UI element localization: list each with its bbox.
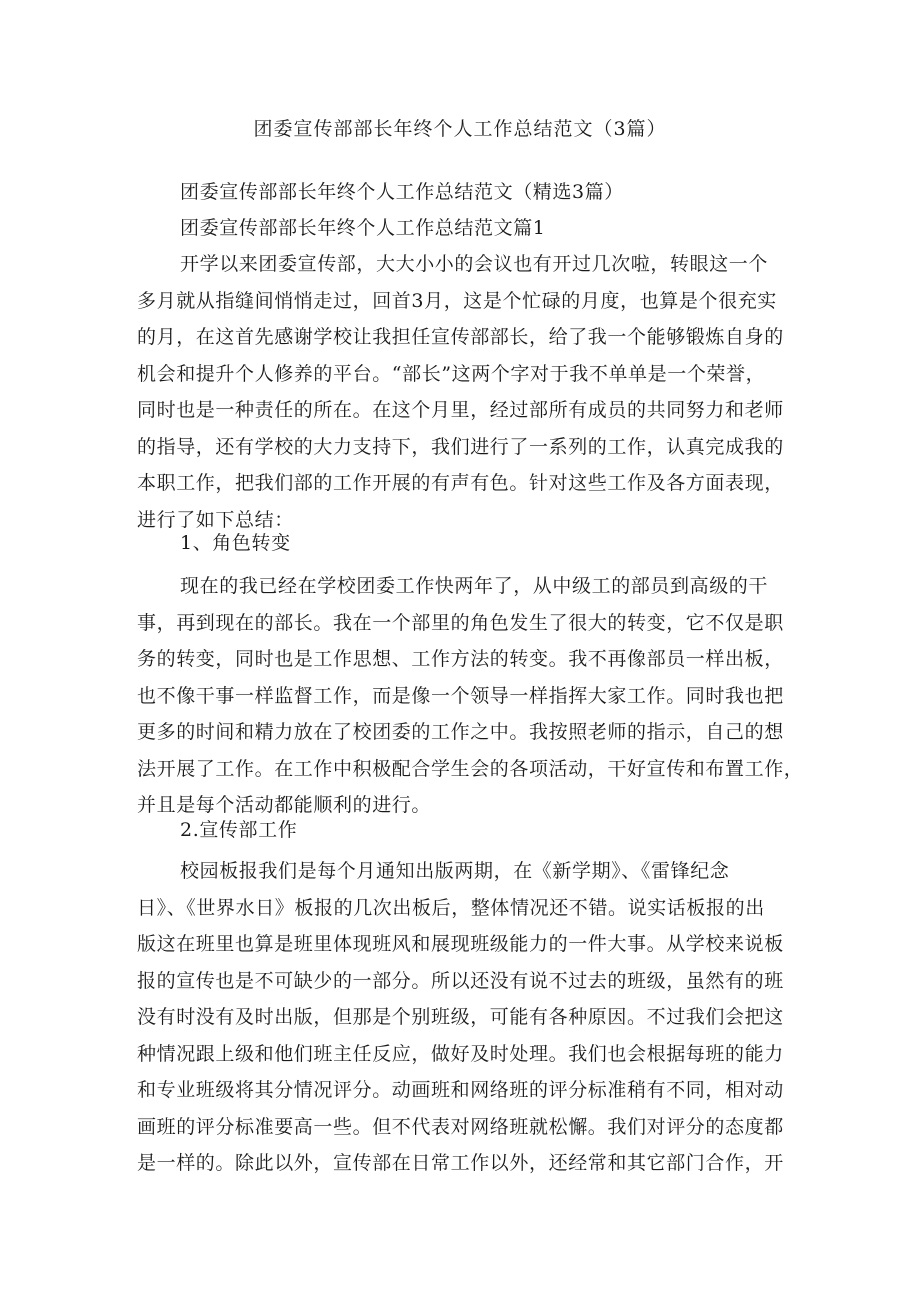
section-1-paragraph [137, 573, 803, 829]
paragraph-line: 并且是每个活动都能顺利的进行。 [137, 794, 432, 816]
document-title: 团委宣传部部长年终个人工作总结范文（3篇） [253, 118, 667, 140]
section-1-heading: 1、角色转变 [180, 532, 291, 554]
paragraph-line: 务的转变，同时也是工作思想、工作方法的转变。我不再像部员一样出板， [137, 648, 784, 670]
paragraph-line: 也不像干事一样监督工作，而是像一个领导一样指挥大家工作。同时我也把 [137, 684, 784, 707]
section-2-heading: 2.宣传部工作 [180, 819, 298, 841]
paragraph-line: 画班的评分标准要高一些。但不代表对网络班就松懈。我们对评分的态度都 [137, 1115, 784, 1138]
paragraph-line: 种情况跟上级和他们班主任反应，做好及时处理。我们也会根据每班的能力 [137, 1042, 784, 1065]
paragraph-line: 进行了如下总结： [137, 508, 294, 531]
paragraph-line: 和专业班级将其分情况评分。动画班和网络班的评分标准稍有不同，相对动 [137, 1079, 784, 1101]
paragraph-line: 报的宣传也是不可缺少的一部分。所以还没有说不过去的班级，虽然有的班 [137, 969, 784, 992]
paragraph-line: 现在的我已经在学校团委工作快两年了，从中级工的部员到高级的干 [180, 575, 769, 597]
paragraph-line: 更多的时间和精力放在了校团委的工作之中。我按照老师的指示，自己的想 [137, 721, 784, 743]
paragraph-line: 日》、《世界水日》板报的几次出板后，整体情况还不错。说实话板报的出 [137, 896, 765, 919]
paragraph-line: 开学以来团委宣传部，大大小小的会议也有开过几次啦，转眼这一个 [180, 253, 769, 275]
paragraph-line: 的月，在这首先感谢学校让我担任宣传部部长，给了我一个能够锻炼自身的 [137, 326, 784, 348]
paragraph-line: 机会和提升个人修养的平台。“部长”这两个字对于我不单单是一个荣誉， [137, 362, 766, 385]
paragraph-line: 的指导，还有学校的大力支持下，我们进行了一系列的工作，认真完成我的 [137, 435, 784, 458]
section-2-paragraph [137, 858, 784, 1187]
paragraph-line: 版这在班里也算是班里体现班风和展现班级能力的一件大事。从学校来说板 [137, 933, 784, 955]
intro-paragraph [137, 251, 784, 543]
paragraph-line: 是一样的。除此以外，宣传部在日常工作以外，还经常和其它部门合作，开 [137, 1152, 784, 1174]
paragraph-line: 校园板报我们是每个月通知出版两期，在《新学期》、《雷锋纪念 [180, 860, 730, 882]
paragraph-line: 事，再到现在的部长。我在一个部里的角色发生了很大的转变，它不仅是职 [137, 611, 784, 634]
paragraph-line: 法开展了工作。在工作中积极配合学生会的各项活动，干好宣传和布置工作， [137, 757, 804, 780]
paragraph-line: 多月就从指缝间悄悄走过，回首3月，这是个忙碌的月度，也算是个很充实 [137, 289, 777, 312]
paragraph-line: 本职工作，把我们部的工作开展的有声有色。针对这些工作及各方面表现， [137, 472, 784, 494]
article-heading: 团委宣传部部长年终个人工作总结范文篇1 [180, 217, 546, 239]
paragraph-line: 同时也是一种责任的所在。在这个月里，经过部所有成员的共同努力和老师 [137, 399, 784, 421]
paragraph-line: 没有时没有及时出版，但那是个别班级，可能有各种原因。不过我们会把这 [137, 1006, 784, 1028]
document-subtitle: 团委宣传部部长年终个人工作总结范文（精选3篇） [180, 181, 624, 203]
